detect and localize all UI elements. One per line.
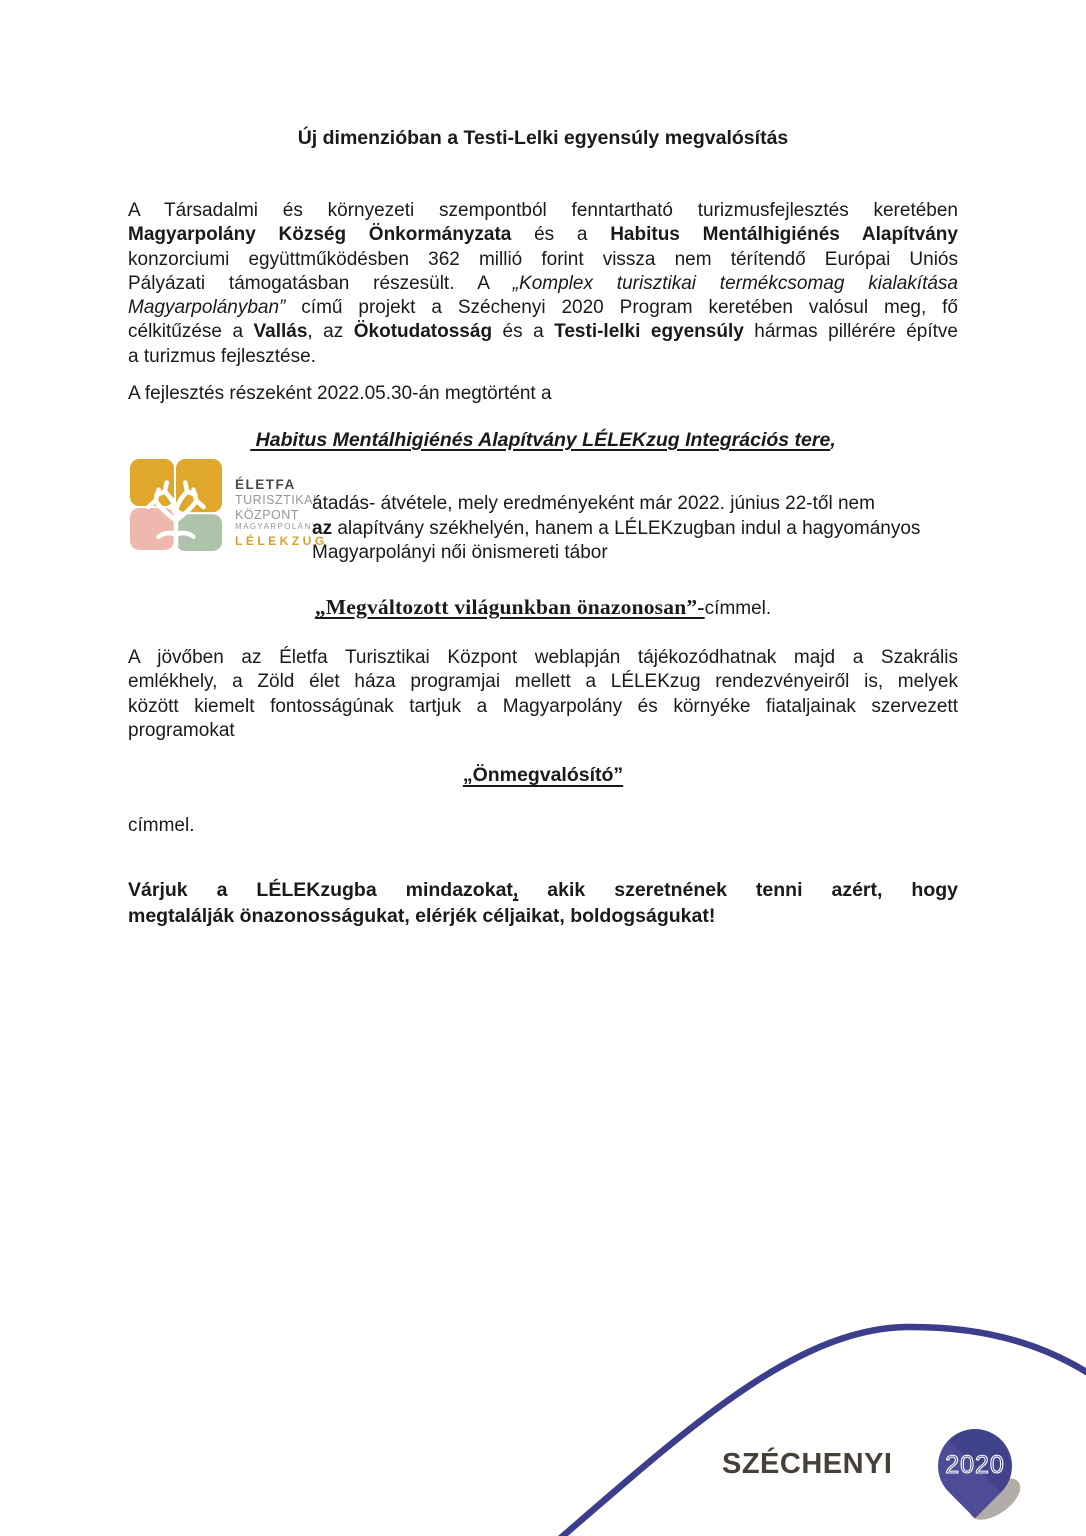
paragraph-line	[128, 320, 958, 344]
paragraph-line	[128, 223, 958, 247]
text-segment: programokat	[128, 719, 235, 741]
text-segment: Habitus Mentálhigiénés Alapítvány	[610, 224, 958, 246]
text-segment: Habitus Mentálhigiénés Alapítvány LÉLEKzug Integrációs tere	[250, 429, 831, 451]
text-segment: és a	[511, 224, 611, 246]
text-segment: és a	[492, 321, 555, 343]
paragraph-line	[128, 199, 958, 223]
text-segment: ,	[830, 429, 836, 451]
handover-paragraph	[312, 492, 962, 566]
text-segment: célkitűzése a	[128, 321, 254, 343]
eletfa-logo-mark	[130, 459, 222, 551]
text-segment: Ökotudatosság	[353, 321, 493, 343]
megvaltozott-heading	[128, 595, 958, 620]
paragraph-line	[128, 719, 958, 743]
text-segment: akik szeretnének tenni azért, hogy	[518, 879, 958, 901]
eletfa-tree-icon	[130, 459, 222, 551]
text-segment: között kiemelt fontosságúnak tartjuk a Magyarpolány és környéke fiataljainak szervezett	[128, 695, 958, 717]
onmegvalosito-heading: „Önmegvalósító”	[462, 764, 624, 786]
paragraph-line	[128, 646, 958, 670]
text-segment: című projekt a Széchenyi 2020 Program keretében valósul meg, fő	[285, 297, 958, 319]
paragraph-line	[312, 541, 962, 566]
paragraph-line	[128, 248, 958, 272]
text-segment: címmel.	[704, 598, 772, 619]
text-segment: „Megváltozott világunkban önazonosan”-	[314, 595, 705, 619]
paragraph-line	[128, 904, 958, 930]
text-segment: Testi-lelki egyensúly	[554, 321, 744, 343]
closing-paragraph	[128, 878, 958, 929]
text-segment: Magyarpolány Község Önkormányzata	[128, 224, 512, 246]
paragraph-line	[312, 517, 962, 542]
intro-paragraph	[128, 199, 958, 369]
szechenyi-wordmark: SZÉCHENYI	[722, 1448, 893, 1480]
text-segment: hármas pillérére építve	[743, 321, 958, 343]
paragraph-line	[312, 492, 962, 517]
text-segment: Várjuk a LÉLEKzugba mindazokat	[128, 879, 513, 901]
paragraph-line	[128, 272, 958, 296]
logo-line-magyarpolany: MAGYARPOLÁNY	[235, 522, 319, 532]
text-segment: Vallás	[253, 321, 308, 343]
logo-name: ÉLETFA	[235, 477, 296, 492]
paragraph-line	[128, 345, 958, 369]
text-segment: Pályázati támogatásban részesült. A	[128, 272, 513, 294]
habitus-heading	[128, 429, 958, 452]
paragraph-line	[128, 670, 958, 694]
text-segment: konzorciumi együttműködésben 362 millió forint vissza nem térítendő Európai Uniós	[128, 248, 958, 270]
paragraph-line	[128, 878, 958, 904]
document-title: Új dimenzióban a Testi-Lelki egyensúly megvalósítás	[297, 127, 789, 149]
cimmel-line: címmel.	[128, 815, 195, 836]
text-segment: , az	[307, 321, 354, 343]
text-segment: a turizmus fejlesztése.	[128, 345, 316, 367]
logo-line-lelekzug: LÉLEKZUG	[235, 533, 328, 548]
text-segment: Magyarpolányban”	[128, 297, 286, 319]
development-date-line: A fejlesztés részeként 2022.05.30-án megtörtént a	[128, 383, 552, 404]
logo-line-kozpont: KÖZPONT	[235, 507, 299, 522]
text-segment: ,	[512, 879, 519, 901]
text-segment: az	[312, 517, 333, 539]
logo-line-turisztikai: TURISZTIKAI	[235, 492, 317, 507]
text-segment: megtalálják önazonosságukat, elérjék céljaikat, boldogságukat!	[128, 904, 716, 927]
text-segment: Magyarpolányi női önismereti tábor	[312, 542, 608, 563]
text-segment: „Komplex turisztikai termékcsomag kialakítása	[512, 272, 958, 294]
text-segment: A Társadalmi és környezeti szempontból fenntartható turizmusfejlesztés keretében	[128, 200, 958, 221]
text-segment: alapítvány székhelyén, hanem a LÉLEKzugban indul a hagyományos	[332, 517, 921, 539]
future-paragraph	[128, 646, 958, 743]
szechenyi-year: 2020	[945, 1451, 1005, 1479]
paragraph-line	[128, 695, 958, 719]
text-segment: A jövőben az Életfa Turisztikai Központ weblapján tájékozódhatnak majd a Szakrális	[128, 647, 958, 668]
paragraph-line	[128, 296, 958, 320]
text-segment: átadás- átvétele, mely eredményeként már 2022. június 22-től nem	[312, 493, 875, 514]
text-segment: emlékhely, a Zöld élet háza programjai mellett a LÉLEKzug rendezvényeiről is, melyek	[128, 671, 958, 693]
